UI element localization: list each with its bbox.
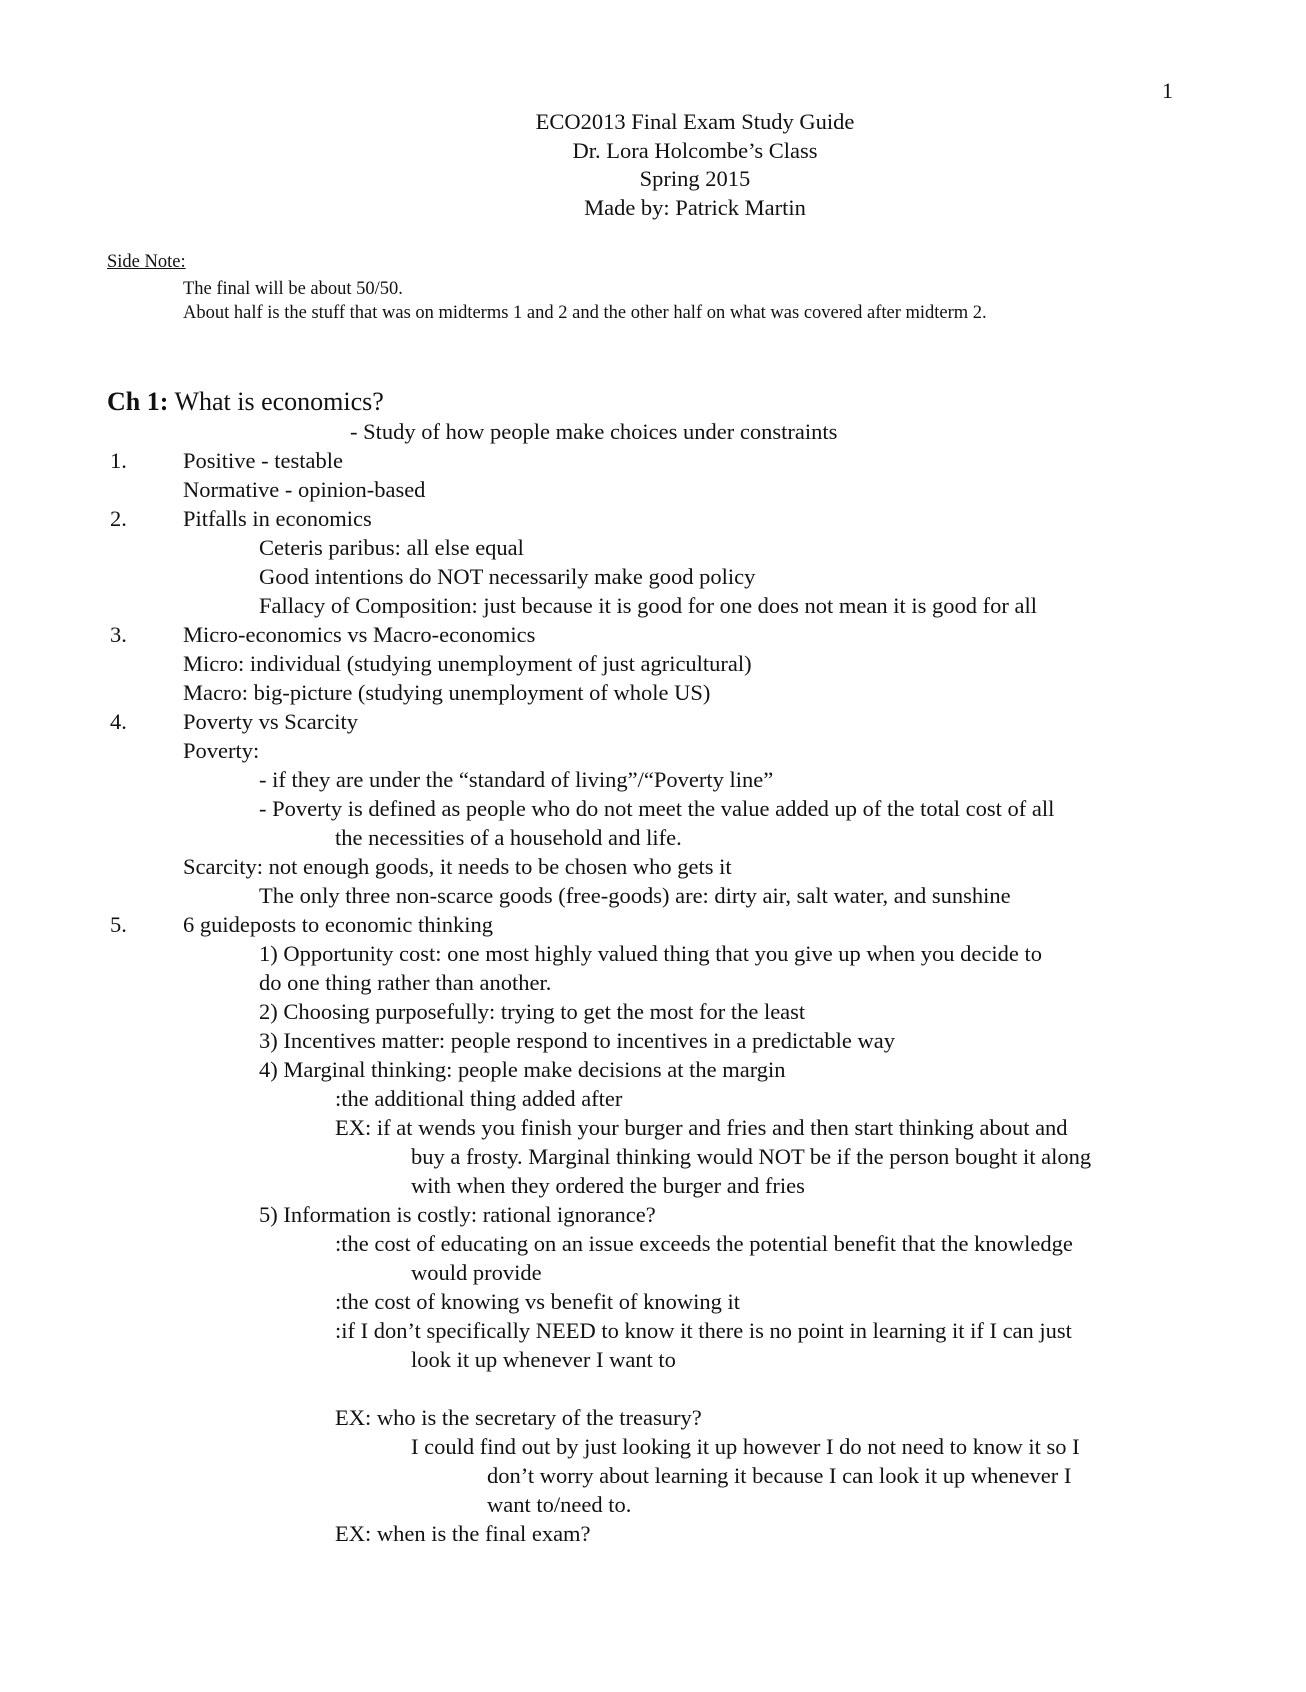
list-item: want to/need to.: [487, 1492, 632, 1517]
chapter-title: What is economics?: [174, 387, 384, 416]
document-header: [0, 108, 1306, 222]
list-item: Positive - testable: [183, 448, 343, 473]
list-item: 3) Incentives matter: people respond to incentives in a predictable way: [259, 1028, 896, 1053]
list-item: 2) Choosing purposefully: trying to get the most for the least: [259, 999, 806, 1024]
list-item: - if they are under the “standard of living”/“Poverty line”: [259, 767, 774, 792]
list-item: I could find out by just looking it up however I do not need to know it so I: [411, 1434, 1080, 1459]
instructor-line: Dr. Lora Holcombe’s Class: [572, 137, 818, 163]
list-item: would provide: [411, 1260, 542, 1285]
chapter-heading: [107, 387, 384, 417]
list-item: EX: who is the secretary of the treasury?: [335, 1405, 702, 1430]
page-number: 1: [1162, 78, 1173, 103]
list-item: Fallacy of Composition: just because it is good for one does not mean it is good for all: [259, 593, 1038, 618]
list-item: don’t worry about learning it because I can look it up whenever I: [487, 1463, 1072, 1488]
term-line: Spring 2015: [639, 166, 751, 191]
list-item: with when they ordered the burger and fries: [411, 1173, 805, 1198]
list-item: the necessities of a household and life.: [335, 825, 682, 850]
document-title: ECO2013 Final Exam Study Guide: [535, 109, 855, 134]
chapter-subtitle: - Study of how people make choices under constraints: [350, 419, 838, 444]
side-note-line-2: About half is the stuff that was on midterms 1 and 2 and the other half on what was covered after midterm 2.: [183, 303, 987, 323]
list-item: EX: when is the final exam?: [335, 1521, 591, 1546]
list-item: 5) Information is costly: rational ignorance?: [259, 1202, 656, 1227]
list-item: :if I don’t specifically NEED to know it there is no point in learning it if I can just: [335, 1318, 1072, 1343]
list-item: look it up whenever I want to: [411, 1347, 676, 1372]
list-item: EX: if at wends you finish your burger and fries and then start thinking about and: [335, 1115, 1068, 1140]
list-item: buy a frosty. Marginal thinking would NOT be if the person bought it along: [411, 1144, 1092, 1169]
item-number-1: 1.: [110, 448, 127, 473]
list-item: Poverty vs Scarcity: [183, 709, 358, 734]
list-item: :the additional thing added after: [335, 1086, 623, 1111]
list-item: do one thing rather than another.: [259, 970, 552, 995]
side-note-line-1: The final will be about 50/50.: [183, 279, 403, 299]
chapter-label: Ch 1:: [107, 387, 169, 416]
item-number-4: 4.: [110, 709, 127, 734]
item-number-3: 3.: [110, 622, 127, 647]
author-line: Made by: Patrick Martin: [584, 194, 806, 220]
list-item: :the cost of knowing vs benefit of knowing it: [335, 1289, 740, 1314]
list-item: Scarcity: not enough goods, it needs to be chosen who gets it: [183, 854, 732, 879]
list-item: Micro: individual (studying unemployment of just agricultural): [183, 651, 752, 676]
item-number-5: 5.: [110, 912, 127, 937]
item-number-2: 2.: [110, 506, 127, 531]
list-item: - Poverty is defined as people who do not meet the value added up of the total cost of all: [259, 796, 1055, 821]
list-item: 1) Opportunity cost: one most highly valued thing that you give up when you decide to: [259, 941, 1043, 966]
list-item: Good intentions do NOT necessarily make good policy: [259, 564, 756, 589]
list-item: Poverty:: [183, 738, 260, 763]
list-item: 6 guideposts to economic thinking: [183, 912, 493, 937]
list-item: Pitfalls in economics: [183, 506, 372, 531]
list-item: Normative - opinion-based: [183, 477, 426, 502]
list-item: 4) Marginal thinking: people make decisions at the margin: [259, 1057, 786, 1082]
list-item: Macro: big-picture (studying unemployment of whole US): [183, 680, 711, 705]
list-item: The only three non-scarce goods (free-goods) are: dirty air, salt water, and sunshine: [259, 883, 1011, 908]
list-item: Ceteris paribus: all else equal: [259, 535, 524, 560]
list-item: Micro-economics vs Macro-economics: [183, 622, 536, 647]
list-item: :the cost of educating on an issue exceeds the potential benefit that the knowledge: [335, 1231, 1073, 1256]
side-note-label: Side Note:: [107, 252, 186, 272]
